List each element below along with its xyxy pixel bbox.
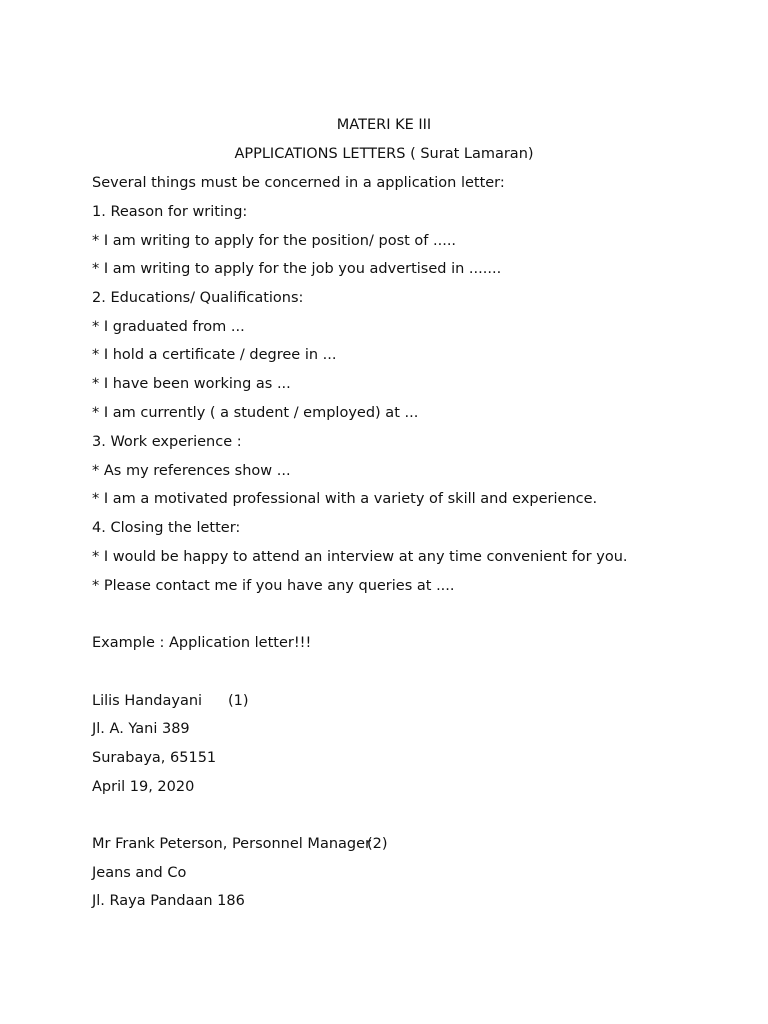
section-heading-experience: 3. Work experience :	[92, 434, 242, 450]
recipient-company: Jeans and Co	[92, 865, 187, 881]
sender-street: Jl. A. Yani 389	[92, 721, 190, 737]
list-item: * I graduated from ...	[92, 319, 245, 335]
list-item: * I have been working as ...	[92, 376, 291, 392]
list-item: * I am currently ( a student / employed) at ...	[92, 405, 419, 421]
letter-date: April 19, 2020	[92, 779, 195, 795]
document-title: MATERI KE III	[336, 117, 432, 133]
intro-text: Several things must be concerned in a application letter:	[92, 175, 505, 191]
list-item: * As my references show ...	[92, 463, 291, 479]
list-item: * I hold a certificate / degree in ...	[92, 347, 337, 363]
list-item: * I am writing to apply for the job you advertised in .......	[92, 261, 502, 277]
recipient-marker: (2)	[367, 836, 388, 852]
section-heading-closing: 4. Closing the letter:	[92, 520, 241, 536]
section-heading-education: 2. Educations/ Qualifications:	[92, 290, 304, 306]
list-item: * I would be happy to attend an interview at any time convenient for you.	[92, 549, 628, 565]
sender-city: Surabaya, 65151	[92, 750, 217, 766]
recipient-street: Jl. Raya Pandaan 186	[92, 893, 245, 909]
example-heading: Example : Application letter!!!	[92, 635, 312, 651]
sender-marker: (1)	[228, 693, 249, 709]
list-item: * Please contact me if you have any queries at ....	[92, 578, 455, 594]
recipient-name-title: Mr Frank Peterson, Personnel Manager	[92, 836, 371, 852]
list-item: * I am writing to apply for the position/ post of .....	[92, 233, 457, 249]
section-heading-reason: 1. Reason for writing:	[92, 204, 248, 220]
document-subtitle: APPLICATIONS LETTERS ( Surat Lamaran)	[234, 146, 534, 162]
list-item: * I am a motivated professional with a variety of skill and experience.	[92, 491, 598, 507]
sender-name: Lilis Handayani	[92, 693, 203, 709]
